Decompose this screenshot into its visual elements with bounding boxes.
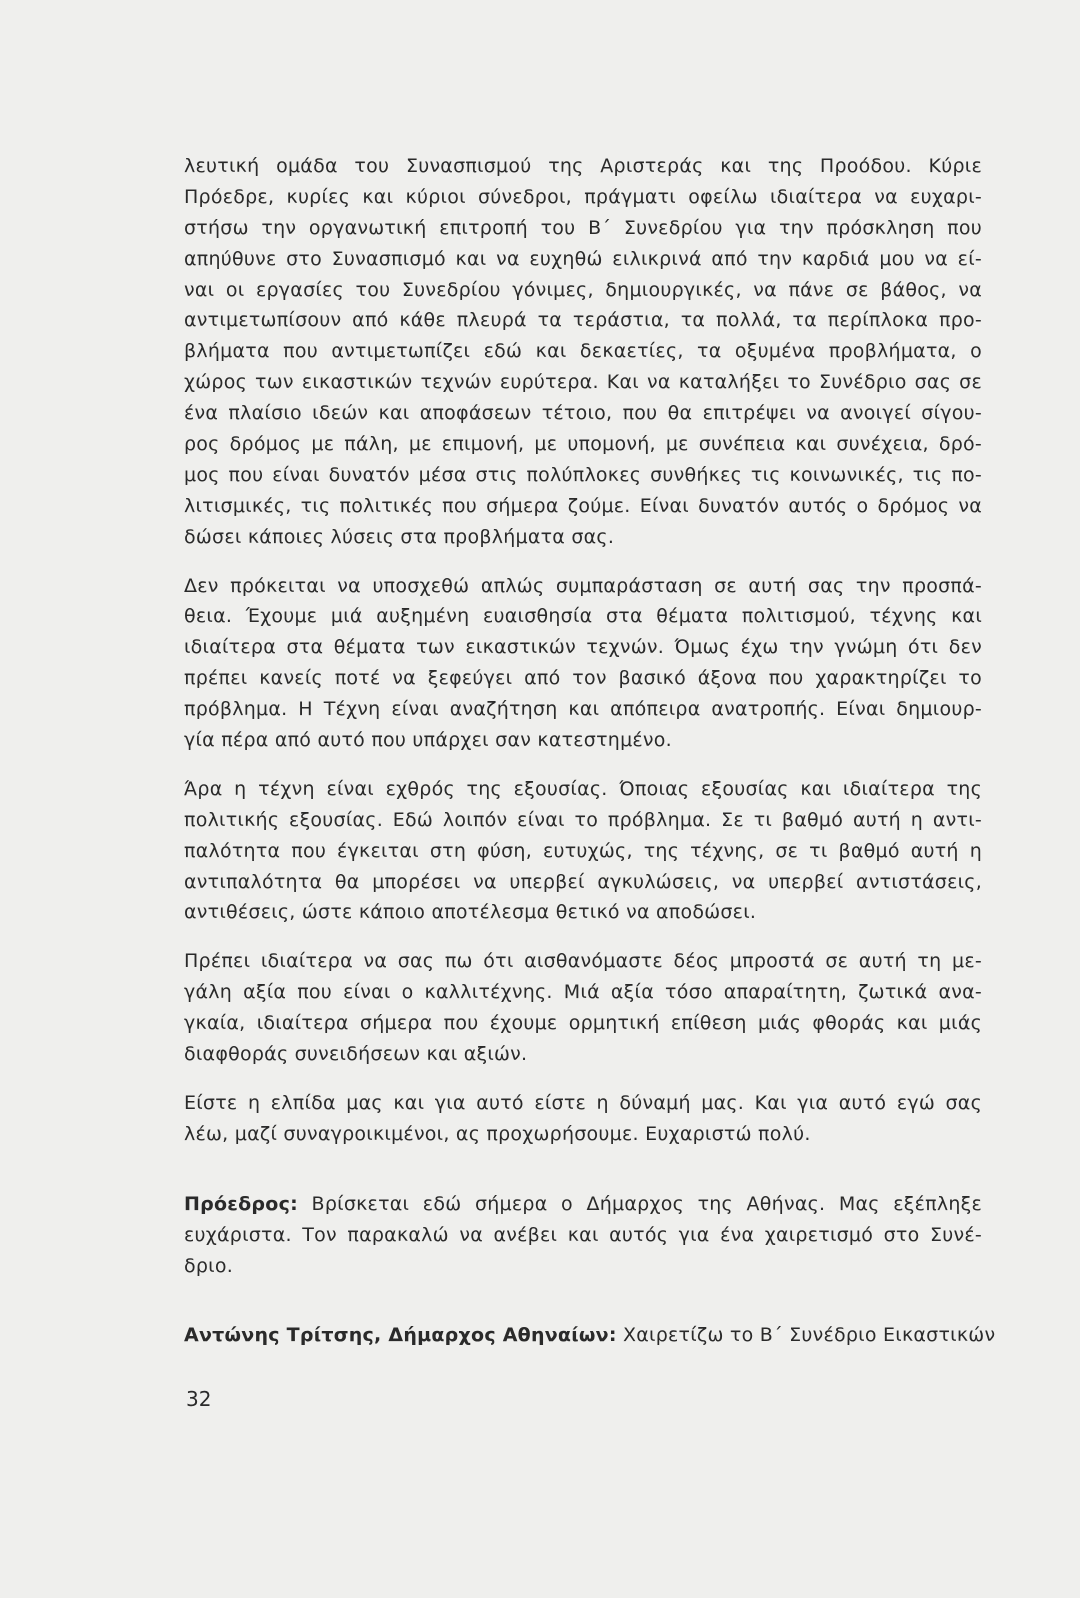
text-line: πρόβλημα. Η Τέχνη είναι αναζήτηση και απόπειρα ανατροπής. Είναι δημιουρ- bbox=[184, 698, 982, 721]
text-line: διαφθοράς συνειδήσεων και αξιών. bbox=[184, 1043, 528, 1066]
text-line: ρος δρόμος με πάλη, με επιμονή, με υπομονή, με συνέπεια και συνέχεια, δρό- bbox=[184, 433, 982, 456]
text-line: αντιθέσεις, ώστε κάποιο αποτέλεσμα θετικό να αποδώσει. bbox=[184, 901, 757, 924]
text-line: γία πέρα από αυτό που υπάρχει σαν κατεστημένο. bbox=[184, 729, 672, 752]
text-line: Πρέπει ιδιαίτερα να σας πω ότι αισθανόμαστε δέος μπροστά σε αυτή τη με- bbox=[184, 950, 982, 973]
text-line: ευχάριστα. Τον παρακαλώ να ανέβει και αυτός για ένα χαιρετισμό στο Συνέ- bbox=[184, 1223, 982, 1246]
text-line: πολιτικής εξουσίας. Εδώ λοιπόν είναι το πρόβλημα. Σε τι βαθμό αυτή η αντι- bbox=[184, 808, 982, 831]
text-line: δριο. bbox=[184, 1254, 234, 1277]
text-line: πρέπει κανείς ποτέ να ξεφεύγει από τον βασικό άξονα που χαρακτηρίζει το bbox=[184, 667, 982, 690]
text-line: παλότητα που έγκειται στη φύση, ευτυχώς, της τέχνης, σε τι βαθμό αυτή η bbox=[184, 839, 982, 862]
speaker-name: Πρόεδρος: bbox=[184, 1192, 298, 1215]
mayor-speech bbox=[184, 1320, 996, 1351]
text-line: ιδιαίτερα στα θέματα των εικαστικών τεχνών. Όμως έχω την γνώμη ότι δεν bbox=[184, 636, 982, 659]
text-line bbox=[184, 1189, 982, 1220]
text-line: αντιπαλότητα θα μπορέσει να υπερβεί αγκυλώσεις, να υπερβεί αντιστάσεις, bbox=[184, 870, 982, 893]
paragraph-gap bbox=[184, 928, 982, 946]
president-remark bbox=[184, 1189, 982, 1282]
text-line: γάλη αξία που είναι ο καλλιτέχνης. Μιά αξία τόσο απαραίτητη, ζωτικά ανα- bbox=[184, 981, 982, 1004]
section-gap bbox=[184, 1281, 982, 1320]
text-line: Άρα η τέχνη είναι εχθρός της εξουσίας. Όποιας εξουσίας και ιδιαίτερα της bbox=[184, 777, 982, 800]
text-line: βλήματα που αντιμετωπίζει εδώ και δεκαετίες, τα οξυμένα προβλήματα, ο bbox=[184, 340, 982, 363]
paragraph-1 bbox=[184, 151, 982, 553]
text-line: γκαία, ιδιαίτερα σήμερα που έχουμε ορμητική επίθεση μιάς φθοράς και μιάς bbox=[184, 1012, 982, 1035]
text-line: λέω, μαζί συναγροικιμένοι, ας προχωρήσουμε. Ευχαριστώ πολύ. bbox=[184, 1122, 811, 1145]
text-line: απηύθυνε στο Συνασπισμό και να ευχηθώ ειλικρινά από την καρδιά μου να εί- bbox=[184, 247, 982, 270]
text-line: στήσω την οργανωτική επιτροπή του Β΄ Συνεδρίου για την πρόσκληση που bbox=[184, 216, 982, 239]
text-line: ένα πλαίσιο ιδεών και αποφάσεων τέτοιο, που θα επιτρέψει να ανοιγεί σίγου- bbox=[184, 402, 982, 425]
text-line: μος που είναι δυνατόν μέσα στις πολύπλοκες συνθήκες τις κοινωνικές, τις πο- bbox=[184, 463, 982, 486]
speech-text: Χαιρετίζω το Β΄ Συνέδριο Εικαστικών bbox=[616, 1324, 996, 1347]
text-line: Είστε η ελπίδα μας και για αυτό είστε η δύναμή μας. Και για αυτό εγώ σας bbox=[184, 1091, 982, 1114]
text-line: Δεν πρόκειται να υποσχεθώ απλώς συμπαράσταση σε αυτή σας την προσπά- bbox=[184, 574, 982, 597]
paragraph-2 bbox=[184, 571, 982, 756]
text-line: θεια. Έχουμε μιά αυξημένη ευαισθησία στα θέματα πολιτισμού, τέχνης και bbox=[184, 605, 982, 628]
paragraph-gap bbox=[184, 756, 982, 774]
text-line: Πρόεδρε, κυρίες και κύριοι σύνεδροι, πράγματι οφείλω ιδιαίτερα να ευχαρι- bbox=[184, 185, 982, 208]
section-gap bbox=[184, 1150, 982, 1189]
paragraph-4 bbox=[184, 946, 982, 1070]
paragraph-gap bbox=[184, 553, 982, 571]
text-line: δώσει κάποιες λύσεις στα προβλήματα σας. bbox=[184, 525, 615, 548]
text-body bbox=[184, 151, 996, 1351]
paragraph-5 bbox=[184, 1088, 982, 1150]
remark-text: Βρίσκεται εδώ σήμερα ο Δήμαρχος της Αθήνας. Μας εξέπληξε bbox=[297, 1192, 982, 1215]
paragraph-gap bbox=[184, 1070, 982, 1088]
page-number: 32 bbox=[186, 1387, 212, 1411]
text-line: λευτική ομάδα του Συνασπισμού της Αριστεράς και της Προόδου. Κύριε bbox=[184, 155, 982, 177]
text-line: αντιμετωπίσουν από κάθε πλευρά τα τεράστια, τα πολλά, τα περίπλοκα προ- bbox=[184, 309, 982, 332]
text-line: χώρος των εικαστικών τεχνών ευρύτερα. Και να καταλήξει το Συνέδριο σας σε bbox=[184, 371, 982, 394]
text-line bbox=[184, 1320, 996, 1351]
speaker-name: Αντώνης Τρίτσης, Δήμαρχος Αθηναίων: bbox=[184, 1324, 617, 1347]
text-line: ναι οι εργασίες του Συνεδρίου γόνιμες, δημιουργικές, να πάνε σε βάθος, να bbox=[184, 278, 982, 301]
text-line: λιτισμικές, τις πολιτικές που σήμερα ζούμε. Είναι δυνατόν αυτός ο δρόμος να bbox=[184, 494, 982, 517]
paragraph-3 bbox=[184, 774, 982, 928]
